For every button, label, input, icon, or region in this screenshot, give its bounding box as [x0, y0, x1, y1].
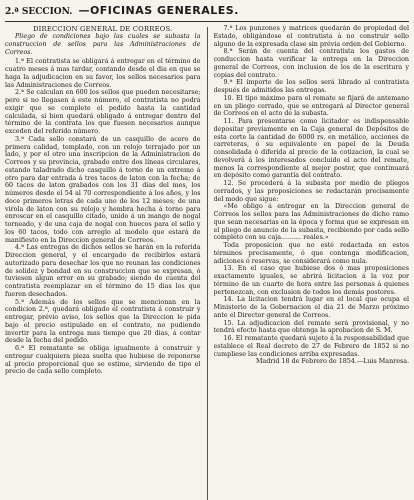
condition-paragraph: 9.ª El importe de los sellos será librado al contratista después de admitidos las entregas. — [213, 79, 409, 94]
condition-paragraph: 1.ª El contratista se obligará á entregar en el término de cuatro meses á mas tardar, contando desde el dia en que se haga la adjudicacion en su favor, los sellos necesarios para las Administraciones de Correos. — [5, 58, 201, 89]
header-rule — [5, 21, 409, 22]
column-divider — [207, 27, 208, 500]
text-columns — [5, 25, 409, 500]
condition-paragraph: 16. El rematante quedará sujeto á la responsabilidad que establece el Real decreto de 27 de Febrero de 1852 si no cumpliese las condiciones arriba expresadas. — [213, 335, 409, 358]
condition-paragraph: 4.ª Las entregas de dichos sellos se harán en la referida Direccion general, y el encargado de recibirlos estará autorizado para desechar los que no reunan las condiciones de solidez y bondad en su construccion que se expresan, ó tuviesen algun error en su grabado; siendo de cuenta del contratista reemplazar en el término de 15 dias los que fueren desechados. — [5, 244, 201, 298]
condition-paragraph: 12. Se procederá á la subasta por medio de pliegos cerrados, y las proposiciones se redactarán precisamente del modo que sigue: — [213, 180, 409, 203]
condition-paragraph: 3.ª Cada sello constará de un casquillo de acero de primera calidad, templado, con un relojo terrajado por un lado, y por el otro una inscripcion de la Administracion de Correos y su provincia, grabado entre dos líneas circulares, estando taladrado dicho casquillo á torno de un extremo á otro para dar entrada á tres tacos de laton con la fecha; de 60 tacos de laton grabados con los 31 dias del mes, los números desde el 54 al 70 correspondiente á los años, y los doce primeros letras de cada uno de los 12 meses; de una virola de laton con su relojo y hembra hecha á torno para enroscar en el casquillo citado, unido á un mango de nogal torneado, y de una caja de nogal con huecos para el sello y los 60 tacos, todo con arreglo al modelo que estará de manifiesto en la Direccion general de Correos. — [5, 135, 201, 244]
signature-line: Madrid 18 de Febrero de 1854.—Luis Manresa. — [255, 358, 409, 366]
condition-paragraph: 10. El tipo máximo para el remate se fijará de antemano en un pliego cerrado, que se entregará al Director general de Correos en el acto de la subasta. — [213, 94, 409, 118]
condition-paragraph: 6.ª El rematante se obliga igualmente á construir y entregar cualquiera pieza suelta que hubiese de reponerse al precio proporcional que se estime, sirviendo de tipo el precio de cada sello completo. — [5, 345, 201, 376]
condition-paragraph: 2.ª Se calculan en 600 los sellos que pueden necesitarse; pero si no llegasen á este número, el contratista no podrá exigir que se complete el pedido hasta la cantidad calculada, si bien quedará obligado á entregar dentro del término de la contrata los que fuesen necesarios aunque exceden del referido número. — [5, 89, 201, 135]
condition-paragraph: 15. La adjudicacion del remate será provisional, y no tendrá efecto hasta que obtenga la aprobacion de S. M. — [213, 319, 409, 335]
left-column — [5, 25, 201, 500]
condition-paragraph: 11. Para presentarse como licitador es indispensable depositar previamente en la Caja general de Depósitos de esta corte la cantidad de 6000 rs. en metálico, acciones de carreteras, ó su equivalente en papel de la Deuda consolidada ó diferida al precio de la cotizacion, la cual se devolverá á los interesados concluido el acto del remate, menos la correspondiente al mejor postor, que continuará en depósito como garantía del contrato. — [213, 118, 409, 180]
condition-paragraph: 8.ª Serán de cuenta del contratista los gastos de conduccion hasta verificar la entrega en la Direccion general de Correos, con inclusion de los de la escritura y copias del contrato. — [213, 48, 409, 79]
section-title: —OFICINAS GENERALES. — [78, 4, 239, 17]
condition-paragraph: 5.ª Además de los sellos que se mencionan en la condicion 2.ª, quedará obligado el contratista á construir y entregar, prévio aviso, los sellos que la Direccion le pida bajo el precio estipulado en el contrato, no pudiendo invertir para la entrega mas tiempo que 20 dias, á contar desde la fecha del pedido. — [5, 298, 201, 345]
right-column — [214, 25, 410, 500]
condition-paragraph: 7.ª Los punzones y matrices quedarán de propiedad del Estado, obligándose el contratista á no construir sello alguno de la expresada clase sin prévia orden del Gobierno. — [213, 25, 409, 48]
department-heading: DIRECCION GENERAL DE CORREOS. — [33, 25, 173, 33]
condition-paragraph: Toda proposicion que no esté redactada en estos términos precisamente, ó que contenga modificacion, adiciones ó reservas, se considerará como nula. — [213, 242, 409, 265]
document-subtitle: Pliego de condiciones bajo las cuales se subasta la construccion de sellos para las Administraciones de Correos. — [5, 33, 201, 56]
section-number: 2.ª SECCION. — [5, 7, 73, 17]
condition-paragraph: 13. En el caso que hubiese dos ó mas proposiciones exactamente iguales, se abrirá licitacion á la voz por término de un cuarto de hora entre las personas á quienes pertenezcan, con exclusion de todos los demás postores. — [213, 265, 409, 296]
condition-paragraph: 14. La licitacion tendrá lugar en el local que ocupa el Ministerio de la Gobernacion el dia 21 de Marzo próximo ante el Director general de Correos. — [213, 296, 409, 319]
condition-paragraph: «Me obligo á entregar en la Direccion general de Correos los sellos para las Administraciones de dicho ramo que sean necesarias en la época y forma que se expresan en el pliego de anuncio de la subasta, recibiendo por cada sello completo con su caja.......... reales.» — [213, 203, 409, 242]
section-header — [5, 4, 409, 19]
